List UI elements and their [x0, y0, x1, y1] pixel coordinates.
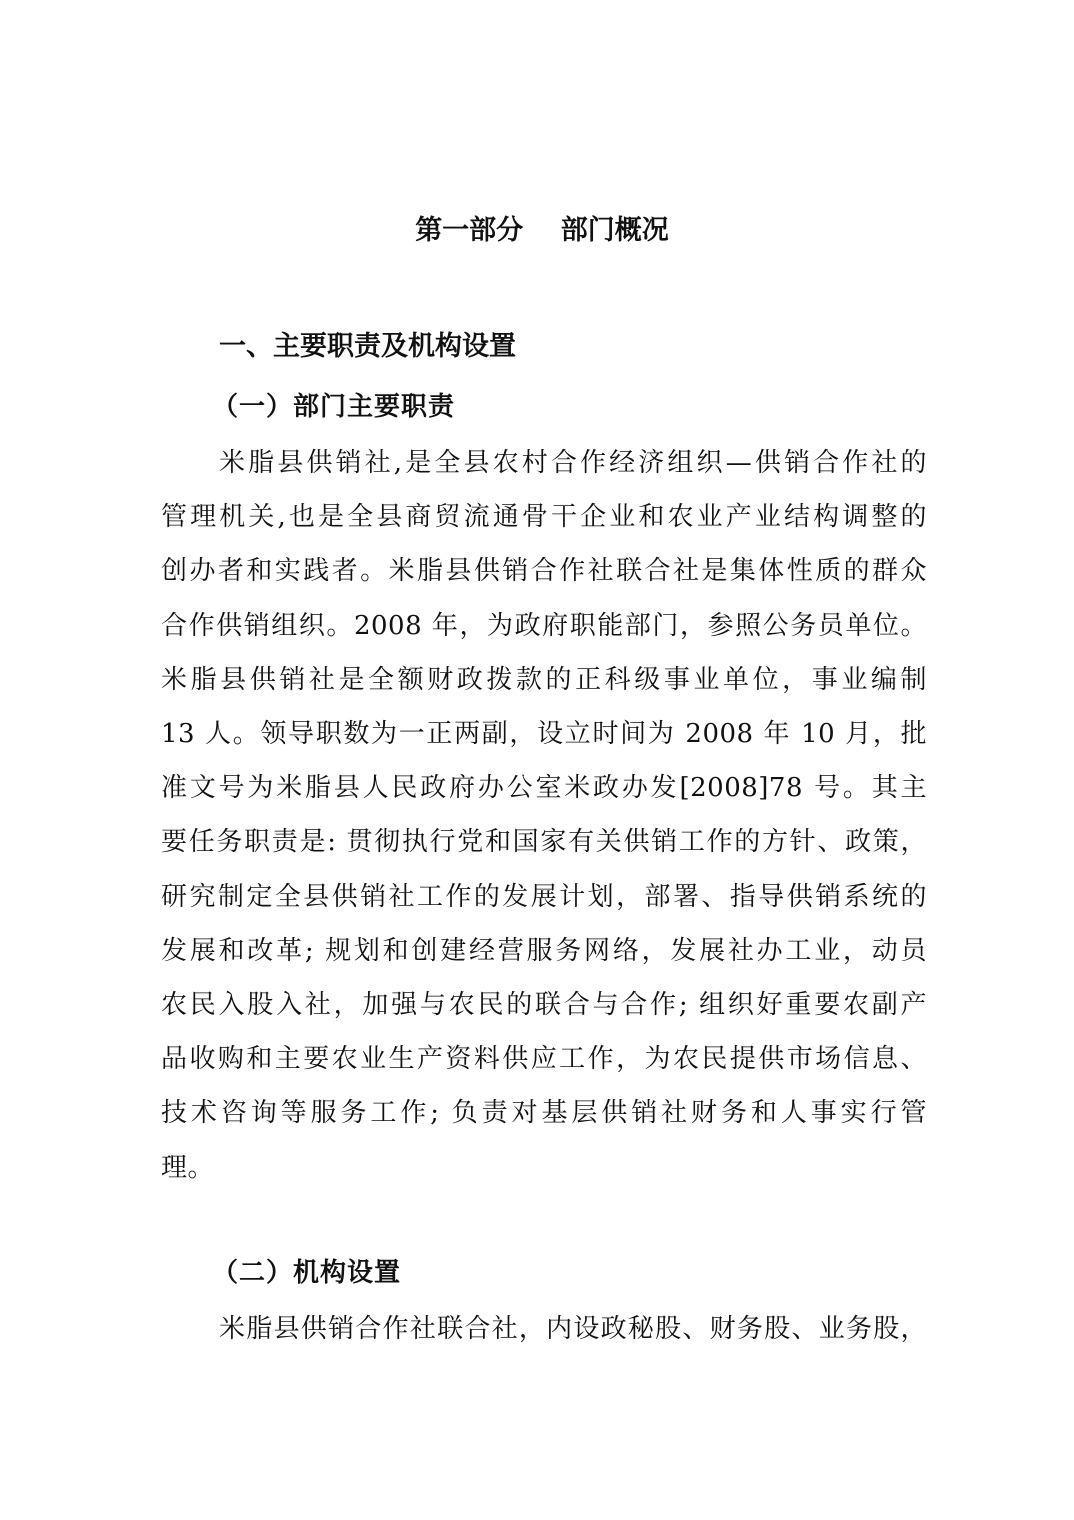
paragraph-line: 13 人。领导职数为一正两副，设立时间为 2008 年 10 月，批 — [161, 719, 927, 750]
paragraph-line: 合作供销组织。2008 年，为政府职能部门，参照公务员单位。 — [161, 610, 927, 641]
section-heading: 一、主要职责及机构设置 — [219, 331, 516, 362]
paragraph-line: 要任务职责是: 贯彻执行党和国家有关供销工作的方针、政策， — [161, 827, 927, 858]
paragraph-line: 米脂县供销社是全额财政拨款的正科级事业单位，事业编制 — [161, 664, 927, 695]
paragraph-line: 技术咨询等服务工作; 负责对基层供销社财务和人事实行管 — [161, 1098, 927, 1129]
subsection-heading-duties: （一）部门主要职责 — [212, 392, 456, 422]
paragraph-line: 准文号为米脂县人民政府办公室米政办发[2008]78 号。其主 — [161, 773, 927, 804]
paragraph-organization — [161, 1302, 927, 1356]
paragraph-duties — [161, 436, 927, 1195]
paragraph-line: 农民入股入社，加强与农民的联合与合作; 组织好重要农副产 — [161, 990, 927, 1021]
paragraph-line: 研究制定全县供销社工作的发展计划，部署、指导供销系统的 — [161, 881, 927, 912]
subsection-heading-organization: （二）机构设置 — [212, 1258, 402, 1288]
page-title: 第一部分 部门概况 — [415, 215, 669, 246]
paragraph-line: 创办者和实践者。米脂县供销合作社联合社是集体性质的群众 — [161, 556, 927, 587]
paragraph-line: 米脂县供销社,是全县农村合作经济组织—供销合作社的 — [219, 448, 927, 478]
paragraph-line: 发展和改革; 规划和创建经营服务网络，发展社办工业，动员 — [161, 935, 927, 966]
paragraph-line: 品收购和主要农业生产资料供应工作，为农民提供市场信息、 — [161, 1044, 927, 1075]
paragraph-line: 管理机关,也是全县商贸流通骨干企业和农业产业结构调整的 — [161, 502, 927, 533]
paragraph-line: 米脂县供销合作社联合社，内设政秘股、财务股、业务股， — [219, 1314, 927, 1344]
paragraph-line: 理。 — [161, 1152, 215, 1183]
